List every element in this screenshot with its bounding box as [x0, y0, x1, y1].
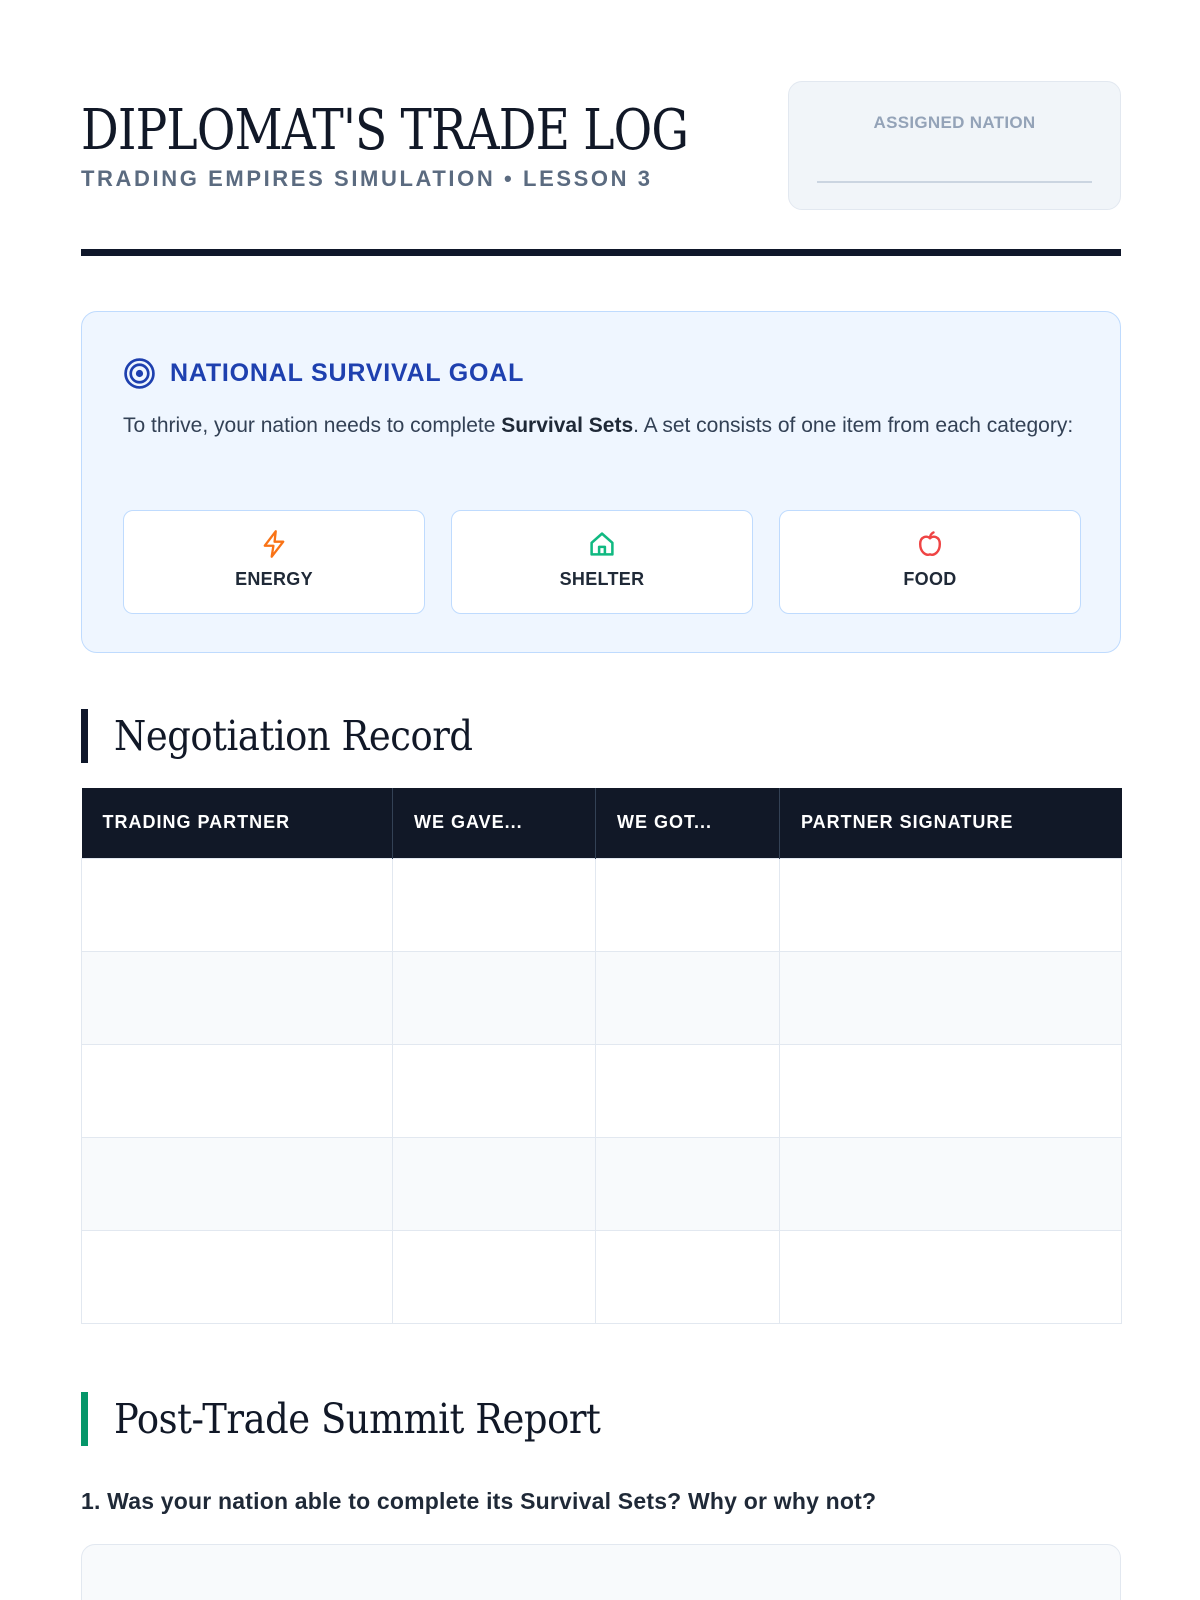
column-header-we-gave: WE GAVE...	[393, 788, 596, 858]
summit-answer-1-field[interactable]	[81, 1544, 1121, 1600]
table-row	[82, 951, 1122, 1044]
table-row	[82, 1137, 1122, 1230]
we-gave-cell[interactable]	[393, 858, 596, 951]
survival-goal-description	[123, 406, 1083, 445]
survival-goal-header	[123, 356, 524, 390]
we-got-cell[interactable]	[596, 858, 780, 951]
negotiation-section-title	[81, 709, 512, 763]
table-row	[82, 1044, 1122, 1137]
assigned-nation-field[interactable]	[788, 81, 1121, 210]
target-icon	[123, 357, 156, 390]
page-subtitle: TRADING EMPIRES SIMULATION • LESSON 3	[81, 166, 653, 191]
category-label: SHELTER	[559, 569, 645, 589]
goal-text-rest: . A set consists of one item from each category:	[633, 414, 1074, 437]
we-gave-cell[interactable]	[393, 1137, 596, 1230]
page-title: DIPLOMAT'S TRADE LOG	[81, 98, 689, 163]
we-gave-cell[interactable]	[393, 951, 596, 1044]
trading-partner-cell[interactable]	[82, 858, 393, 951]
category-food	[779, 510, 1081, 614]
header-divider	[81, 249, 1121, 256]
negotiation-table	[81, 788, 1122, 1324]
category-label: FOOD	[903, 569, 957, 589]
page-header	[81, 81, 1121, 257]
summit-section-title	[81, 1392, 654, 1446]
assigned-nation-label: ASSIGNED NATION	[873, 113, 1036, 132]
trading-partner-cell[interactable]	[82, 1044, 393, 1137]
survival-goal-title: NATIONAL SURVIVAL GOAL	[170, 358, 525, 387]
negotiation-title-text: Negotiation Record	[114, 712, 473, 760]
summit-title-text: Post-Trade Summit Report	[114, 1395, 601, 1443]
category-energy	[123, 510, 425, 614]
survival-goal-card	[81, 311, 1121, 653]
partner-signature-cell[interactable]	[780, 858, 1122, 951]
trading-partner-cell[interactable]	[82, 1230, 393, 1323]
column-header-we-got: WE GOT...	[596, 788, 780, 858]
we-got-cell[interactable]	[596, 1137, 780, 1230]
category-shelter	[451, 510, 753, 614]
trading-partner-cell[interactable]	[82, 951, 393, 1044]
we-gave-cell[interactable]	[393, 1230, 596, 1323]
category-label: ENERGY	[235, 569, 313, 589]
goal-text-highlight: Survival Sets	[501, 414, 634, 437]
apple-icon	[916, 529, 944, 559]
column-header-partner-signature: PARTNER SIGNATURE	[780, 788, 1122, 858]
partner-signature-cell[interactable]	[780, 951, 1122, 1044]
partner-signature-cell[interactable]	[780, 1137, 1122, 1230]
partner-signature-cell[interactable]	[780, 1044, 1122, 1137]
column-header-trading-partner: TRADING PARTNER	[82, 788, 393, 858]
goal-text-intro: To thrive, your nation needs to complete	[123, 414, 502, 437]
we-got-cell[interactable]	[596, 1044, 780, 1137]
table-row	[82, 858, 1122, 951]
assigned-nation-line[interactable]	[817, 181, 1092, 183]
we-got-cell[interactable]	[596, 1230, 780, 1323]
lightning-icon	[260, 529, 288, 559]
trading-partner-cell[interactable]	[82, 1137, 393, 1230]
summit-question-1: 1. Was your nation able to complete its Survival Sets? Why or why not?	[81, 1488, 877, 1514]
we-got-cell[interactable]	[596, 951, 780, 1044]
table-row	[82, 1230, 1122, 1323]
partner-signature-cell[interactable]	[780, 1230, 1122, 1323]
we-gave-cell[interactable]	[393, 1044, 596, 1137]
table-header-row	[82, 788, 1122, 858]
house-icon	[588, 529, 616, 559]
